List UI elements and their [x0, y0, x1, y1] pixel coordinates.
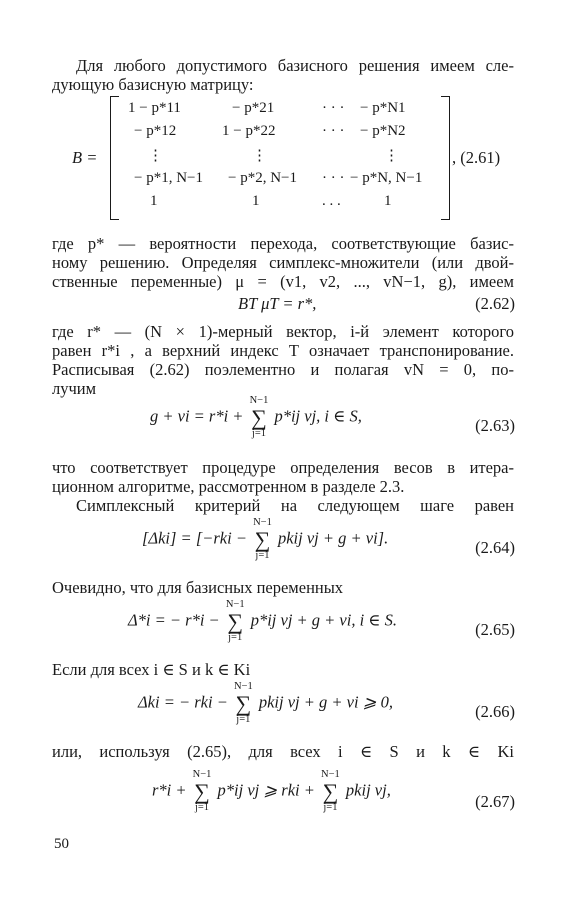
matrix-cell: · · ·	[322, 123, 345, 139]
matrix-cell: ⋮	[384, 148, 399, 164]
equation-number: , (2.61)	[452, 148, 501, 167]
sum-lower-limit: j=1	[228, 631, 243, 643]
equation-body: BT μT = r*,	[238, 294, 317, 313]
equation-2-66	[0, 682, 567, 734]
sum-lower-limit: j=1	[255, 549, 270, 561]
equation-number: (2.62)	[475, 294, 515, 313]
paragraph-basic-vars	[52, 578, 514, 597]
sum-symbol: N−1 ∑ j=1	[225, 599, 245, 643]
matrix-cell: · · ·	[322, 170, 345, 186]
basis-matrix	[110, 96, 450, 218]
equation-number: (2.66)	[475, 702, 515, 721]
sum-symbol: N−1 ∑ j=1	[253, 517, 272, 561]
text-line: Симплексный критерий на следующем шаге равен	[76, 496, 514, 515]
equation-middle: p*ij vj ⩾ rki +	[217, 780, 315, 800]
matrix-row	[128, 193, 448, 215]
sum-lower-limit: j=1	[323, 801, 338, 813]
equation-number: (2.65)	[475, 620, 515, 639]
sum-upper-limit: N−1	[253, 517, 272, 528]
equation-right: p*ij vj + g + vi, i ∈ S.	[250, 610, 398, 630]
equation-body	[150, 396, 362, 439]
matrix-cell: ⋮	[252, 148, 267, 164]
equation-2-67	[0, 770, 567, 826]
equation-right: pkij vj,	[345, 780, 391, 800]
matrix-cell: − p*21	[232, 100, 275, 116]
sum-upper-limit: N−1	[192, 769, 212, 780]
text-line: равен r*i , а верхний индекс T означает транспонирование.	[52, 341, 514, 360]
matrix-row	[128, 170, 448, 192]
sum-upper-limit: N−1	[321, 769, 340, 780]
equation-body	[128, 600, 397, 643]
matrix-lhs: B =	[72, 148, 98, 167]
paragraph-using	[52, 742, 514, 761]
matrix-cell: − p*N, N−1	[350, 170, 423, 186]
sum-upper-limit: N−1	[233, 681, 253, 692]
matrix-row	[128, 146, 448, 168]
equation-number: (2.63)	[475, 416, 515, 435]
text-line: где p* — вероятности перехода, соответствующие базис-	[52, 234, 514, 253]
matrix-row	[128, 123, 448, 145]
text-line: Очевидно, что для базисных переменных	[52, 578, 344, 597]
sum-lower-limit: j=1	[194, 801, 210, 813]
equation-number: (2.67)	[475, 792, 515, 811]
matrix-cell: − p*2, N−1	[228, 170, 298, 186]
text-line: ционном алгоритме, рассмотренном в разделе 2.3.	[52, 477, 405, 496]
sum-symbol: N−1 ∑ j=1	[249, 395, 269, 439]
sum-symbol: N−1 ∑ j=1	[233, 681, 253, 725]
matrix-cell: ⋮	[148, 148, 163, 164]
equation-right: pkij vj + g + vi].	[277, 528, 389, 548]
text-line: ному решению. Определяя симплекс-множители (или двой-	[52, 253, 514, 272]
equation-left: Δ*i = − r*i −	[128, 610, 220, 630]
matrix-row	[128, 100, 448, 122]
equation-2-64	[0, 518, 567, 570]
sum-upper-limit: N−1	[225, 599, 245, 610]
paragraph-vector	[52, 322, 514, 398]
equation-left: r*i +	[152, 780, 187, 800]
paragraph-condition	[52, 660, 514, 679]
equation-body	[142, 518, 388, 561]
sum-symbol: N−1 ∑ j=1	[321, 769, 340, 813]
text-line: лучим	[52, 379, 97, 398]
equation-left: Δki = − rki −	[138, 692, 228, 712]
matrix-cell: . . .	[322, 193, 341, 209]
paragraph-probabilities	[52, 234, 514, 291]
text-line: ственные переменные) μ = (v1, v2, ..., vN−1, g), имеем	[52, 272, 514, 291]
matrix-cell: − p*1, N−1	[134, 170, 204, 186]
matrix-cell: − p*N1	[360, 100, 406, 116]
paragraph-procedure	[52, 458, 514, 515]
text-line: дующую базисную матрицу:	[52, 75, 254, 94]
equation-left: [Δki] = [−rki −	[142, 528, 247, 548]
equation-right: p*ij vj, i ∈ S,	[274, 406, 362, 426]
sum-lower-limit: j=1	[236, 713, 251, 725]
equation-body	[152, 770, 391, 813]
matrix-cell: · · ·	[322, 100, 345, 116]
equation-body	[138, 682, 393, 725]
matrix-cell: 1	[150, 193, 158, 209]
equation-2-65	[0, 600, 567, 652]
equation-number: (2.64)	[475, 538, 515, 557]
text-line: Расписывая (2.62) поэлементно и полагая vN = 0, по-	[52, 360, 514, 379]
matrix-cell: 1 − p*11	[128, 100, 181, 116]
sum-lower-limit: j=1	[251, 427, 266, 439]
text-line: или, используя (2.65), для всех i ∈ S и k ∈ Ki	[52, 742, 514, 761]
matrix-cell: 1	[384, 193, 392, 209]
matrix-cell: − p*12	[134, 123, 177, 139]
equation-left: g + vi = r*i +	[150, 406, 244, 426]
matrix-cell: 1 − p*22	[222, 123, 276, 139]
equation-2-63	[0, 396, 567, 448]
page-number: 50	[54, 836, 69, 852]
text-line: Для любого допустимого базисного решения имеем сле-	[76, 56, 514, 75]
equation-right: pkij vj + g + vi ⩾ 0,	[258, 692, 393, 712]
matrix-cell: − p*N2	[360, 123, 406, 139]
left-bracket	[110, 96, 119, 220]
sum-upper-limit: N−1	[249, 395, 269, 406]
sum-symbol: N−1 ∑ j=1	[192, 769, 212, 813]
matrix-cell: 1	[252, 193, 260, 209]
paragraph-intro	[52, 56, 514, 94]
text-line: Если для всех i ∈ S и k ∈ Ki	[52, 660, 251, 679]
text-line: где r* — (N × 1)-мерный вектор, i-й элемент которого	[52, 322, 514, 341]
text-line: что соответствует процедуре определения весов в итера-	[52, 458, 514, 477]
